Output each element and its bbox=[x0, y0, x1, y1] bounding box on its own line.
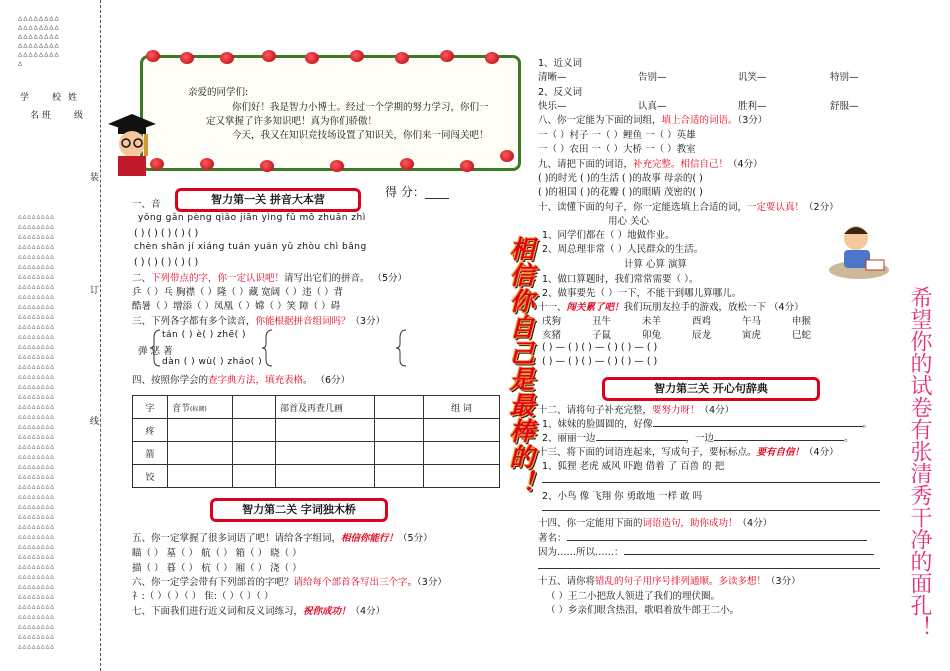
q13-answer-line2[interactable] bbox=[542, 510, 880, 511]
q10-words1: 用心 关心 bbox=[608, 216, 650, 227]
q1-pinyin-row2: chèn shān jí xiáng tuán yuán yǔ zhòu chì bǎng bbox=[134, 242, 367, 252]
q13-answer-line1[interactable] bbox=[542, 482, 880, 483]
q1-pinyin-row1: yǒng gǎn pèng qiǎo jiān yìng fǔ mō zhuān zhì bbox=[138, 213, 366, 223]
margin-triangle-row: △△△△△△△△ bbox=[18, 493, 55, 500]
section2-banner: 智力第二关 字词独木桥 bbox=[210, 498, 388, 522]
label-xing: 姓 bbox=[68, 93, 78, 103]
margin-triangle-row: △△△△△△△△ bbox=[18, 503, 55, 510]
intro-line-2: 定又掌握了许多知识吧！真为你们骄傲！ bbox=[206, 116, 378, 127]
table-row: 饺 bbox=[133, 465, 500, 488]
cut-label-ding: 订 bbox=[90, 286, 100, 296]
synonym-item: 讥笑— bbox=[738, 72, 767, 83]
q3-title: 三、下列各字都有多个读音，你能根据拼音组词吗？（3分） bbox=[132, 316, 386, 327]
q9-title: 九、请把下面的词语，补充完整。相信自己！（4分） bbox=[538, 159, 763, 170]
score-field: 得 分：____ bbox=[385, 185, 449, 199]
margin-triangle-row: △△△△△△△△ bbox=[18, 303, 55, 310]
zodiac-item: 卯兔 bbox=[642, 330, 662, 341]
margin-triangle-row: △△△△△△△△ bbox=[18, 333, 55, 340]
label-ban: 班 bbox=[42, 111, 52, 121]
student-writing-icon bbox=[826, 220, 892, 282]
table-head-words: 组 词 bbox=[424, 396, 500, 419]
table-row: 疼 bbox=[133, 419, 500, 442]
margin-triangle-row: △△△△△△△△ bbox=[18, 523, 55, 530]
q14-sentence1: 著名： bbox=[538, 530, 867, 544]
cut-label-xian: 线 bbox=[90, 417, 100, 427]
q10-sentence4: 2、做事要先（ ）一下，不能干到哪儿算哪儿。 bbox=[542, 288, 742, 299]
intro-line-3: 今天，我又在知识竞技场设置了知识关，你们来一同闯关吧！ bbox=[232, 130, 489, 141]
margin-triangle-row: △△△△△△△△ bbox=[18, 413, 55, 420]
margin-triangle-row: △△△△△△△△ bbox=[18, 263, 55, 270]
q2-title: 二、下列带点的字，你一定认识吧！请写出它们的拼音。 （5分） bbox=[132, 273, 408, 284]
margin-triangle-row: △△△△△△△△ bbox=[18, 403, 55, 410]
margin-triangle-row: △△△△△△△△ bbox=[18, 513, 55, 520]
q13-sentence1: 1、狐狸 老虎 威风 吓跑 借着 了 百兽 的 把 bbox=[542, 461, 725, 472]
label-ming: 名 bbox=[30, 111, 40, 121]
margin-triangle-row: △△△△△△△△ bbox=[18, 313, 55, 320]
zodiac-item: 辰龙 bbox=[692, 330, 712, 341]
zodiac-item: 亥猪 bbox=[542, 330, 562, 341]
margin-triangle-row: △△△△△△△△ bbox=[18, 273, 55, 280]
margin-triangle-row: △△△△△△△△ bbox=[18, 233, 55, 240]
q15-title: 十五、请你将错乱的句子用序号排列通顺。多读多想！（3分） bbox=[538, 576, 801, 587]
synonym-item: 告别— bbox=[638, 72, 667, 83]
margin-triangles-top: △△△△△△△△ △△△△△△△△ △△△△△△△△ △△△△△△△△ △△△△△△△△ △ bbox=[18, 14, 60, 67]
q7-title: 七、下面我们进行近义词和反义词练习，祝你成功！（4分） bbox=[132, 606, 386, 617]
margin-triangle-row: △△△△△△△△ bbox=[18, 473, 55, 480]
antonym-item: 认真— bbox=[638, 101, 667, 112]
antonym-item: 快乐— bbox=[538, 101, 567, 112]
margin-triangle-row: △△△△△△△△ bbox=[18, 453, 55, 460]
q3-braces bbox=[150, 326, 410, 370]
q14-answer-line[interactable] bbox=[538, 568, 880, 569]
intro-greeting: 亲爱的同学们: bbox=[188, 87, 249, 98]
margin-triangle-row: △△△△△△△△ bbox=[18, 253, 55, 260]
q4-title: 四、按照你学会的查字典方法，填充表格。 （6分） bbox=[132, 375, 351, 386]
zodiac-item: 寅虎 bbox=[742, 330, 762, 341]
margin-triangle-row: △△△△△△△△ bbox=[18, 213, 55, 220]
margin-triangle-row: △△△△△△△△ bbox=[18, 443, 55, 450]
q6-row: 礻:（ ）（ ）（ ） 隹:（ ）（ ）（ ） bbox=[132, 591, 274, 602]
margin-triangle-row: △△△△△△△△ bbox=[18, 353, 55, 360]
q15-sentence2: （ ）乡亲们眼含热泪，歌唱着放牛郎王二小。 bbox=[546, 605, 740, 616]
label-school: 学 bbox=[20, 93, 30, 103]
margin-triangle-row: △△△△△△△△ bbox=[18, 343, 55, 350]
antonym-item: 胜利— bbox=[738, 101, 767, 112]
zodiac-item: 子鼠 bbox=[592, 330, 612, 341]
synonym-title: 1、近义词 bbox=[538, 58, 583, 69]
q5-row1: 瞄（ ） 墓（ ） 航（ ） 箱（ ） 晓（ ） bbox=[132, 548, 302, 559]
zodiac-item: 午马 bbox=[742, 316, 762, 327]
margin-triangle-row: △△△△△△△△ bbox=[18, 483, 55, 490]
q14-sentence2: 因为……所以……： bbox=[538, 544, 874, 558]
q1-brackets-row1: ( ) ( ) ( ) ( ) ( ) bbox=[134, 228, 199, 239]
q10-title: 十、读懂下面的句子，你一定能选填上合适的词，一定要认真！（2分） bbox=[538, 202, 839, 213]
q11-pair-row2: ( ) — ( ) ( ) — ( ) ( ) — ( ) bbox=[542, 356, 658, 367]
q15-sentence1: （ ）王二小把敌人领进了我们的埋伏圈。 bbox=[546, 591, 721, 602]
q10-sentence3: 1、做口算题时，我们常常需要（ ）。 bbox=[542, 274, 699, 285]
antonym-item: 舒服— bbox=[830, 101, 859, 112]
doctor-cartoon-icon bbox=[100, 110, 162, 178]
q12-sentence1: 1、妹妹的脸圆圆的，好像 。 bbox=[542, 419, 873, 430]
q9-row1: ( )的时光 ( )的生活 ( )的故事 母亲的( ) bbox=[538, 173, 703, 184]
q13-sentence2: 2、小鸟 像 飞翔 你 勇敢地 一样 敢 吗 bbox=[542, 491, 703, 502]
table-head-char: 字 bbox=[133, 396, 168, 419]
margin-triangle-row: △△△△△△△△ bbox=[18, 433, 55, 440]
margin-triangle-row: △△△△△△△△ bbox=[18, 383, 55, 390]
q12-sentence2: 2、丽丽一边 ，一边 。 bbox=[542, 433, 854, 444]
q10-words2: 计算 心算 演算 bbox=[624, 259, 688, 270]
margin-triangle-row: △△△△△△△△ bbox=[18, 583, 55, 590]
margin-triangle-row: △△△△△△△△ bbox=[18, 623, 55, 630]
table-head-syllable: 音节(标调) bbox=[168, 396, 233, 419]
label-xiao: 校 bbox=[52, 93, 62, 103]
slogan-right: 希望你的试卷有张清秀干净的面孔！ bbox=[907, 286, 932, 638]
q3-chars: 弹 恶 著 bbox=[138, 346, 173, 357]
margin-triangle-row: △△△△△△△△ bbox=[18, 373, 55, 380]
label-ji: 级 bbox=[74, 111, 84, 121]
q9-row2: ( )的祖国 ( )的花瓣 ( )的眼睛 茂密的( ) bbox=[538, 187, 703, 198]
table-row: 箭 bbox=[133, 442, 500, 465]
margin-triangle-row: △△△△△△△△ bbox=[18, 293, 55, 300]
q1-brackets-row2: ( ) ( ) ( ) ( ) ( ) bbox=[134, 257, 199, 268]
q2-row1: 乒（ ）乓 胸襟（ ）隆（ ）藏 宽阔（ ）违（ ）背 bbox=[132, 287, 344, 298]
antonym-title: 2、反义词 bbox=[538, 87, 583, 98]
margin-triangle-row: △△△△△△△△ bbox=[18, 533, 55, 540]
intro-line-1: 你们好！我是智力小博士。经过一个学期的努力学习，你们一 bbox=[232, 102, 489, 113]
q11-title: 十一、闯关累了吧！我们玩朋友拉手的游戏，放松一下 （4分） bbox=[538, 302, 804, 313]
margin-triangle-row: △△△△△△△△ bbox=[18, 393, 55, 400]
zodiac-item: 丑牛 bbox=[592, 316, 612, 327]
margin-triangle-row: △△△△△△△△ bbox=[18, 603, 55, 610]
q10-sentence2: 2、周总理非常（ ）人民群众的生活。 bbox=[542, 244, 704, 255]
zodiac-item: 酉鸡 bbox=[692, 316, 712, 327]
q8-row1: 一（ ）村子 一（ ）鲤鱼 一（ ）英雄 bbox=[538, 130, 696, 141]
section3-banner: 智力第三关 开心句辞典 bbox=[602, 377, 820, 401]
synonym-item: 特别— bbox=[830, 72, 859, 83]
q10-sentence1: 1、同学们都在（ ）地做作业。 bbox=[542, 230, 675, 241]
zodiac-item: 未羊 bbox=[642, 316, 662, 327]
margin-triangle-row: △△△△△△△△ bbox=[18, 573, 55, 580]
zodiac-item: 申猴 bbox=[792, 316, 812, 327]
margin-triangle-row: △△△△△△△△ bbox=[18, 363, 55, 370]
margin-triangle-row: △△△△△△△△ bbox=[18, 283, 55, 290]
dictionary-table bbox=[132, 395, 500, 488]
zodiac-item: 戌狗 bbox=[542, 316, 562, 327]
margin-triangle-row: △△△△△△△△ bbox=[18, 643, 55, 650]
q3-pinyin-bottom: dàn ( ) wù( ) zháo( ) bbox=[162, 357, 263, 367]
cut-label-zhuang: 装 bbox=[90, 173, 100, 183]
q14-title: 十四、你一定能用下面的词语造句，助你成功！（4分） bbox=[538, 518, 773, 529]
margin-triangle-row: △△△△△△△△ bbox=[18, 553, 55, 560]
q5-title: 五、你一定掌握了很多词语了吧！请给各字组词，相信你能行！（5分） bbox=[132, 533, 433, 544]
margin-triangle-row: △△△△△△△△ bbox=[18, 323, 55, 330]
margin-triangle-row: △△△△△△△△ bbox=[18, 593, 55, 600]
margin-triangle-row: △△△△△△△△ bbox=[18, 563, 55, 570]
margin-triangle-row: △△△△△△△△ bbox=[18, 243, 55, 250]
q12-title: 十二、请将句子补充完整，要努力呀！（4分） bbox=[538, 405, 735, 416]
margin-triangle-row: △△△△△△△△ bbox=[18, 633, 55, 640]
q8-row2: 一（ ）农田 一（ ）大桥 一（ ）教室 bbox=[538, 144, 696, 155]
q3-pinyin-top: tán ( ) è( ) zhē( ) bbox=[162, 330, 246, 340]
q13-title: 十三、将下面的词语连起来，写成句子，要标标点。要有自信！（4分） bbox=[538, 447, 839, 458]
margin-triangle-row: △△△△△△△△ bbox=[18, 543, 55, 550]
margin-triangle-row: △△△△△△△△ bbox=[18, 223, 55, 230]
section1-banner: 智力第一关 拼音大本营 bbox=[175, 188, 361, 212]
slogan-middle: 相信你自己是最棒的！ bbox=[506, 236, 535, 496]
margin-triangles-bottom bbox=[18, 212, 55, 652]
q1-prefix: 一、音 bbox=[132, 199, 161, 210]
zodiac-item: 巳蛇 bbox=[792, 330, 812, 341]
q8-title: 八、你一定能为下面的词组，填上合适的词语。（3分） bbox=[538, 115, 768, 126]
q11-pair-row1: ( ) — ( ) ( ) — ( ) ( ) — ( ) bbox=[542, 342, 658, 353]
table-head-radical: 部首及再查几画 bbox=[276, 396, 375, 419]
q5-row2: 描（ ） 暮（ ） 杭（ ） 厢（ ） 浇（ ） bbox=[132, 563, 302, 574]
margin-triangle-row: △△△△△△△△ bbox=[18, 423, 55, 430]
margin-triangle-row: △△△△△△△△ bbox=[18, 613, 55, 620]
margin-triangle-row: △△△△△△△△ bbox=[18, 463, 55, 470]
synonym-item: 清晰— bbox=[538, 72, 567, 83]
q6-title: 六、你一定学会带有下列部首的字吧？请给每个部首各写出三个字。（3分） bbox=[132, 577, 447, 588]
q2-row2: 酷暑（ ）增添（ ）凤凰（ ）嫦（ ）笑 障（ ）碍 bbox=[132, 301, 341, 312]
binding-cut-line bbox=[100, 0, 101, 671]
